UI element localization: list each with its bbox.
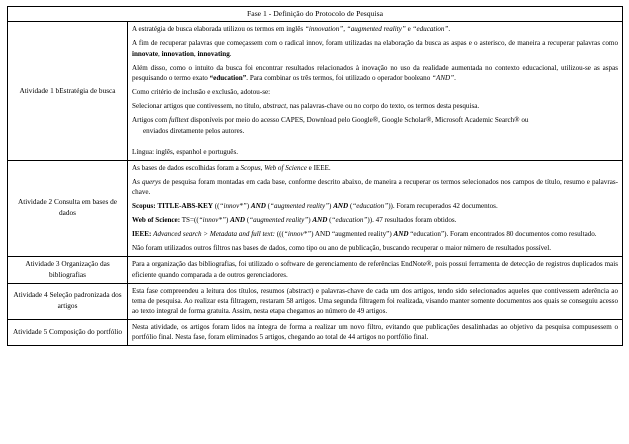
activity-1-paragraph-1: A estratégia de busca elaborada utilizou os termos em inglês “innovation”, “augmented reality” e “education”. bbox=[132, 25, 451, 34]
activity-label-3: Atividade 3 Organização das bibliografias bbox=[8, 256, 128, 283]
activity-4-paragraph-1: Esta fase compreendeu a leitura dos títulos, resumos (abstract) e palavras-chave de cada um dos artigos, tendo sido selecionados aqueles que contivessem aderência ao tema de pesquisa. Ao realizar esta filtragem, restaram 58 artigos. Uma segunda filtragem foi realizada, visando manter somente documentos aos quais se conseguiu acesso ao texto integral de forma gratuita. Assim, nesta etapa chegamos ao número de 49 artigos. bbox=[132, 286, 618, 316]
activity-1-paragraph-7: Língua: inglês, espanhol e português. bbox=[132, 148, 238, 157]
activity-body-5 bbox=[128, 319, 623, 345]
activity-label-1: Atividade 1 bEstratégia de busca bbox=[8, 22, 128, 160]
activity-1-paragraph-2: A fim de recuperar palavras que começassem com o radical innov, foram utilizadas na elaboração da busca as aspas e o asterisco, de maneira a recuperar palavras como innovate, innovation, innovating. bbox=[132, 39, 618, 58]
activity-2-paragraph-1: As bases de dados escolhidas foram a Scopus, Web of Science e IEEE. bbox=[132, 163, 331, 172]
activity-body-1 bbox=[128, 22, 623, 160]
table-row bbox=[8, 160, 623, 256]
activity-5-paragraph-1: Nesta atividade, os artigos foram lidos na íntegra de forma a realizar um novo filtro, evitando que publicações desalinhadas ao objetivo da pesquisa compusessem o portfólio final. Nesta fase, foram eliminados 5 artigos, chegando ao total de 44 artigos no portfólio final. bbox=[132, 322, 618, 342]
table-row bbox=[8, 22, 623, 160]
activity-2-paragraph-2: As querys de pesquisa foram montadas em cada base, conforme descrito abaixo, de maneira a recuperar os termos selecionados nos campos de título, resumo e palavras-chave. bbox=[132, 177, 618, 197]
activity-2-paragraph-ieee: IEEE: Advanced search > Metadata and full text: (((“innov*”) AND “augmented reality”) AND “education”). Foram encontrados 80 documentos como resultado. bbox=[132, 230, 597, 239]
phase-title: Fase 1 - Definição do Protocolo de Pesquisa bbox=[8, 7, 623, 22]
activity-1-paragraph-4: Como critério de inclusão e exclusão, adotou-se: bbox=[132, 88, 271, 97]
activity-2-paragraph-wos: Web of Science: TS=((“innov*”) AND (“augmented reality”) AND (“education”)). 47 resultados foram obtidos. bbox=[132, 216, 457, 225]
activity-2-paragraph-filters: Não foram utilizados outros filtros nas bases de dados, como tipo ou ano de publicação, buscando recuperar o maior número de resultados possível. bbox=[132, 244, 552, 253]
activity-1-paragraph-3: Além disso, como o intuito da busca foi encontrar resultados relacionados à inovação no uso da realidade aumentada no contexto educacional, utilizou-se as aspas pesquisando o termo exato “education”. Para combinar os três termos, foi utilizado o operador booleano “AND”. bbox=[132, 63, 618, 83]
activity-2-paragraph-scopus: Scopus: TITLE-ABS-KEY ((“innov*”) AND (“augmented reality”) AND (“education”)). Foram recuperados 42 documentos. bbox=[132, 202, 498, 211]
activity-body-4 bbox=[128, 283, 623, 319]
activity-body-2 bbox=[128, 160, 623, 256]
table-row bbox=[8, 283, 623, 319]
activity-body-3 bbox=[128, 256, 623, 283]
activity-1-paragraph-5: Selecionar artigos que contivessem, no título, abstract, nas palavras-chave ou no corpo do texto, os termos desta pesquisa. bbox=[132, 102, 480, 111]
activity-label-2: Atividade 2 Consulta em bases de dados bbox=[8, 160, 128, 256]
table-header-row bbox=[8, 7, 623, 22]
activity-3-paragraph-1: Para a organização das bibliografias, foi utilizado o software de gerenciamento de referências EndNote®, pois possui ferramenta de detecção de registros duplicados mais eficiente quando comparada a de outros gerenciadores. bbox=[132, 260, 618, 279]
activity-1-paragraph-6: Artigos com fulltext disponíveis por meio do acesso CAPES, Download pelo Google®, Google Scholar®, Microsoft Academic Search® ou enviados diretamente pelos autores. bbox=[132, 116, 529, 135]
table-row bbox=[8, 319, 623, 345]
activity-label-4: Atividade 4 Seleção padronizada dos artigos bbox=[8, 283, 128, 319]
protocol-table bbox=[7, 6, 623, 346]
activity-label-5: Atividade 5 Composição do portfólio bbox=[8, 319, 128, 345]
activity-1-spacer bbox=[132, 140, 618, 144]
table-row bbox=[8, 256, 623, 283]
